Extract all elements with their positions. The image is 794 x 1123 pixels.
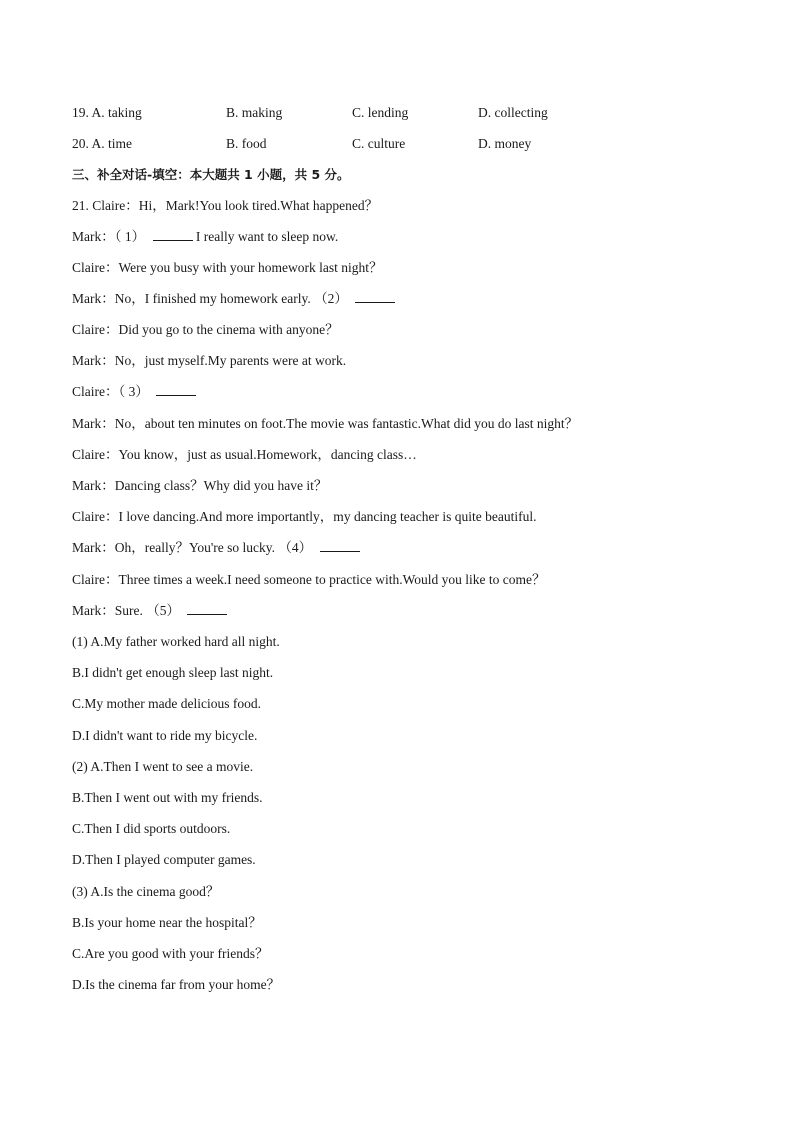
dialogue-text-after: I really want to sleep now. [195,229,339,244]
dialogue-text: Mark：No，just myself.My parents were at work. [72,353,347,368]
answer-blank-4[interactable] [320,539,360,552]
answer-blank-1[interactable] [153,228,193,241]
dialogue-line [72,352,346,370]
mc-option-a: 20. A. time [72,136,132,151]
dialogue-text: Mark：Sure. （5） [72,603,180,618]
mc-row-20 [72,135,592,153]
dialogue-line [72,539,360,557]
dialogue-line [72,477,327,495]
dialogue-text: Claire：Did you go to the cinema with anyone？ [72,322,339,337]
answer-option: B.Then I went out with my friends. [72,790,263,805]
dialogue-text: Claire：You know，just as usual.Homework，dancing class… [72,447,417,462]
mc-option-c: C. culture [352,136,406,151]
mc-option-b: B. making [226,105,283,120]
answer-option: C.Then I did sports outdoors. [72,821,231,836]
mc-option-a: 19. A. taking [72,105,142,120]
dialogue-line [72,197,378,215]
answer-option: B.I didn't get enough sleep last night. [72,665,274,680]
answer-option: C.My mother made delicious food. [72,696,261,711]
dialogue-line [72,446,417,464]
answer-option: B.Is your home near the hospital？ [72,915,262,930]
dialogue-text: Claire：I love dancing.And more importantly，my dancing teacher is quite beautiful. [72,509,537,524]
dialogue-line [72,571,546,589]
dialogue-line [72,383,196,401]
dialogue-text: Claire：Three times a week.I need someone to practice with.Would you like to come？ [72,572,546,587]
dialogue-text: Mark：Oh，really？You're so lucky. （4） [72,540,313,555]
answer-option: D.Is the cinema far from your home？ [72,977,281,992]
dialogue-text: Claire：（ 3） [72,384,149,399]
answer-option: (1) A.My father worked hard all night. [72,634,280,649]
dialogue-text: Mark：No，about ten minutes on foot.The movie was fantastic.What did you do last night？ [72,416,579,431]
section-title: 三、补全对话-填空：本大题共 1 小题，共 5 分。 [72,167,350,182]
dialogue-line [72,290,395,308]
mc-option-b: B. food [226,136,267,151]
mc-option-c: C. lending [352,105,409,120]
dialogue-text: 21. Claire：Hi，Mark!You look tired.What happened？ [72,198,379,213]
answer-option: D.I didn't want to ride my bicycle. [72,728,258,743]
dialogue-text: Mark：No，I finished my homework early. （2） [72,291,348,306]
answer-option: (2) A.Then I went to see a movie. [72,759,254,774]
dialogue-line [72,228,338,246]
answer-blank-2[interactable] [355,290,395,303]
dialogue-line [72,321,339,339]
mc-option-d: D. collecting [478,105,548,120]
dialogue-text: Mark：（ 1） [72,229,146,244]
dialogue-line [72,415,578,433]
dialogue-line [72,259,383,277]
dialogue-line [72,602,227,620]
dialogue-text: Mark：Dancing class？Why did you have it？ [72,478,328,493]
answer-blank-5[interactable] [187,602,227,615]
answer-option: C.Are you good with your friends？ [72,946,269,961]
answer-option: (3) A.Is the cinema good？ [72,884,220,899]
answer-blank-3[interactable] [156,383,196,396]
dialogue-line [72,508,537,526]
answer-option: D.Then I played computer games. [72,852,256,867]
mc-row-19 [72,104,592,122]
mc-option-d: D. money [478,136,532,151]
dialogue-text: Claire：Were you busy with your homework last night？ [72,260,383,275]
